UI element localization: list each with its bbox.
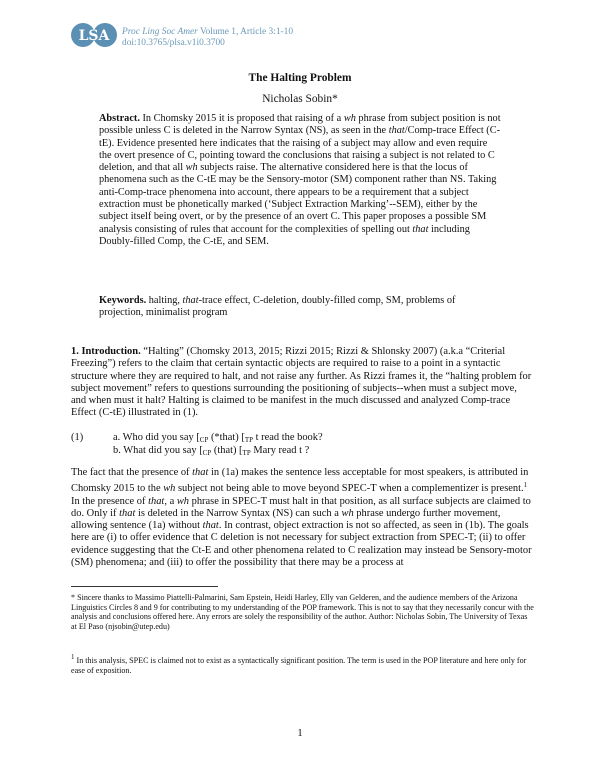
footnote-acknowledgments: * Sincere thanks to Massimo Piattelli-Palmarini, Sam Epstein, Heidi Harley, Elly van Gelderen, and the audience members of the Arizona Linguistics Circles 8 and 9 for contributing to my understanding of the POP framework. This is not to say that they necessarily concur with the analysis and conclusions offered here. Any errors are solely the responsibility of the author. Author: Nicholas Sobin, The University of Texas at El Paso (njsobin@utep.edu) — [71, 593, 534, 632]
example-subscript: CP — [202, 449, 212, 457]
intro-text: “Halting” (Chomsky 2013, 2015; Rizzi 2015; Rizzi & Shlonsky 2007) (a.k.a “Criterial Freezing”) refers to the claim that certain syntactic objects are required to raise to a point in a syntactic structure where they are required to halt, and not raise any further. As Rizzi frames it, the “halting problem for subject movement” refers to questions surrounding the positioning of subjects--when must a subject move, and when must it halt? Halting is claimed to be manifest in the much discussed and analyzed Comp-trace Effect (C-tE) illustrated in (1). — [71, 346, 532, 419]
example-text: b. What did you say [ — [113, 445, 203, 456]
abstract-text: In Chomsky 2015 it is proposed that raising of a — [139, 113, 344, 124]
footnote-divider — [71, 586, 218, 587]
abstract-text: including Doubly-filled Comp, the C-tE, and SEM. — [99, 223, 470, 247]
footnote-1 — [71, 653, 534, 675]
example-subscript: TP — [244, 436, 254, 444]
abstract-label: Abstract. — [99, 113, 140, 124]
example-number: (1) — [71, 432, 84, 443]
para-term: wh — [176, 495, 189, 507]
abstract-term: that — [412, 223, 429, 235]
example-text: Mary read t ? — [250, 445, 310, 456]
example-text: a. Who did you say [ — [113, 432, 200, 443]
page-number: 1 — [297, 727, 303, 739]
example-text: (that) [ — [211, 445, 243, 456]
volume-info: Volume 1, Article 3:1-10 — [199, 27, 294, 37]
journal-info — [122, 27, 293, 49]
keywords-text: halting, — [146, 295, 183, 306]
lsa-logo-text: LSA — [78, 28, 110, 44]
footnote-1-text: In this analysis, SPEC is claimed not to exist as a syntactically significant position. The term is used in the POP literature and here only for ease of exposition. — [71, 656, 527, 675]
para-text: The fact that the presence of — [71, 467, 193, 478]
example-1 — [71, 432, 471, 458]
para-term: wh — [341, 507, 354, 519]
abstract-term: that — [388, 125, 405, 137]
para-term: that — [192, 467, 209, 478]
abstract-text: subjects raise. The alternative considered here is that the locus of phenomena such as the C-tE may be the Sensory-motor (SM) component rather than NS. Taking anti-Comp-trace phenomena into account, there appears to be a requirement that a subject extraction must be phonetically marked (‘Subject Extraction Marking’--SEM), either by the subject itself being overt, or by the presence of an overt C. This paper proposes a possible SM analysis consisting of rules that account for the complexities of spelling out — [99, 162, 497, 235]
abstract-text: phrase from subject position is not possible unless C is deleted in the Narrow Syntax (NS), as seen in the — [99, 113, 501, 137]
example-text: (*that) [ — [208, 432, 245, 443]
journal-name: Proc Ling Soc Amer — [122, 27, 198, 37]
abstract-term: wh — [185, 162, 198, 174]
abstract — [99, 113, 501, 248]
keywords — [99, 295, 501, 320]
doi-link[interactable]: doi:10.3765/plsa.v1i0.3700 — [122, 38, 225, 48]
para-term: that — [202, 520, 219, 531]
para-text: , a — [164, 495, 177, 507]
para-term: wh — [163, 483, 176, 495]
para-term: that — [148, 495, 165, 507]
paper-title: The Halting Problem — [248, 72, 352, 84]
keywords-label: Keywords. — [99, 295, 147, 306]
keywords-text: -trace effect, C-deletion, doubly-filled comp, SM, problems of projection, minimalist program — [99, 295, 456, 319]
abstract-text: /Comp-trace Effect (C-tE). Evidence presented here indicates that the raising of a subject may allow and even require the overt presence of C, pointing toward the conclusions that raising a subject is not related to C deletion, and that all — [99, 125, 501, 174]
intro-paragraph — [71, 346, 534, 420]
footnote-ref[interactable]: 1 — [523, 481, 528, 490]
para-text: is deleted in the Narrow Syntax (NS) can such a — [135, 507, 342, 519]
body-paragraph — [71, 467, 534, 569]
example-subscript: CP — [199, 436, 209, 444]
para-term: that — [119, 507, 136, 519]
para-text: in (1a) makes the sentence less acceptable for most speakers, is attributed in Chomsky 2015 to the — [71, 467, 529, 495]
example-text: t read the book? — [253, 432, 323, 443]
example-1b — [113, 445, 309, 459]
lsa-logo — [70, 22, 118, 48]
abstract-term: wh — [343, 113, 356, 124]
section-heading: 1. Introduction. — [71, 346, 141, 357]
author-name: Nicholas Sobin* — [262, 93, 338, 105]
para-text: phrase in SPEC-T must halt in that position, as all surface subjects are claimed to do. Only if — [71, 495, 531, 519]
para-text: subject not being able to move beyond SPEC-T when a complementizer is present. — [175, 483, 524, 495]
keywords-term: that — [182, 295, 199, 306]
para-text: phrase undergo further movement, allowing sentence (1a) without — [71, 507, 501, 531]
footnote-mark: 1 — [71, 653, 75, 661]
para-text: In the presence of — [71, 495, 149, 507]
example-subscript: TP — [242, 449, 251, 457]
para-text: . In contrast, object extraction is not so affected, as seen in (1b). The goals here are (i) to offer evidence that C deletion is not necessary for subject extraction from SPEC-T; (ii) to offer evidence suggesting that the Ct-E and other phenomena related to C realization may instead be Sensory-motor (SM) phenomena; and (iii) to offer the possibility that there may be a process at — [71, 520, 532, 568]
